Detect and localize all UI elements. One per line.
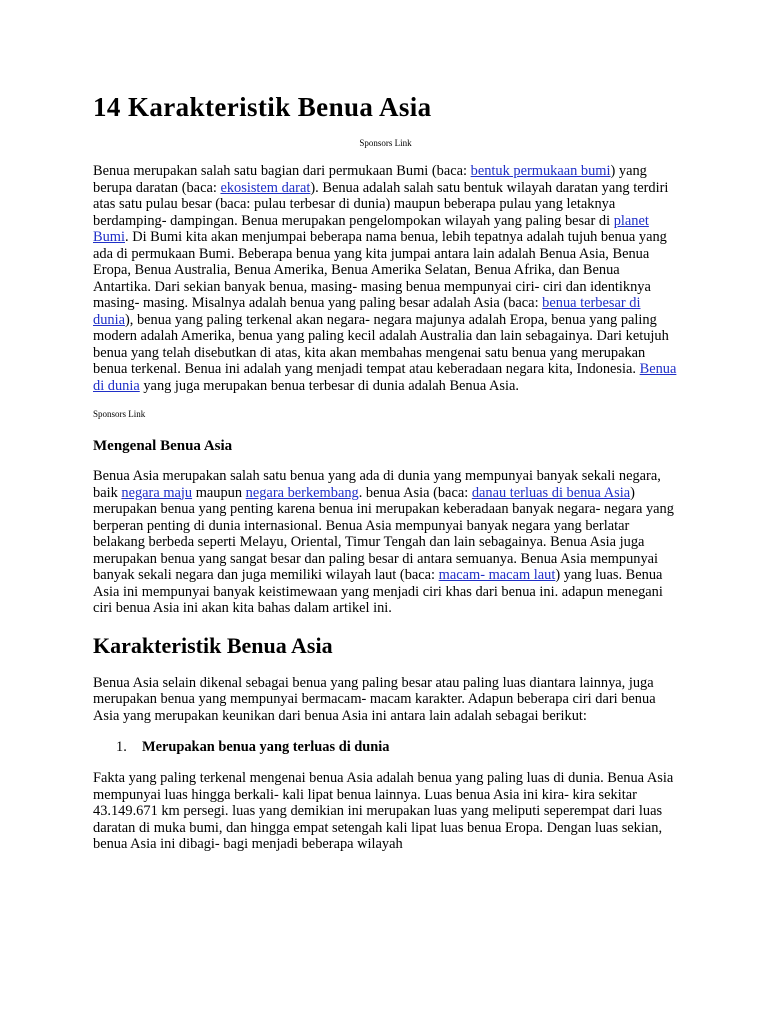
list-item [93,738,678,756]
link-ekosistem-darat[interactable]: ekosistem darat [220,179,311,196]
section-heading-mengenal: Mengenal Benua Asia [93,438,233,454]
link-negara-berkembang[interactable]: negara berkembang [245,484,359,501]
link-danau-terluas[interactable]: danau terluas di benua Asia [471,484,631,501]
list-item-text: Merupakan benua yang terluas di dunia [142,739,390,755]
list-item-number: 1. [116,739,127,755]
article-content [93,92,678,853]
section-heading-karakteristik: Karakteristik Benua Asia [93,632,333,658]
characteristics-list [93,738,678,756]
link-negara-maju[interactable]: negara maju [121,484,193,501]
link-benua-di-dunia[interactable]: Benua di dunia [93,361,677,394]
sponsors-link-top[interactable]: Sponsors Link [359,138,412,148]
link-macam-macam-laut[interactable]: macam- macam laut [438,567,556,583]
link-bentuk-permukaan-bumi[interactable]: bentuk permukaan bumi [470,163,611,179]
link-benua-terbesar-di-dunia[interactable]: benua terbesar di dunia [93,295,641,328]
fact-paragraph: Fakta yang paling terkenal mengenai benua Asia adalah benua yang paling luas di dunia. Benua Asia mempunyai luas hingga berkali- kali lipat benua lainnya. Luas benua Asia ini kira- kira sekitar 43.149.671 km persegi. luas yang demikian ini merupakan luas yang meliputi seperempat dari luas daratan di muka bumi, dan hingga empat setengah kali lipat luas benua Eropa. Dengan luas sekian, benua Asia ini dibagi- bagi menjadi beberapa wilayah [93,770,674,852]
section2-paragraph: Benua Asia selain dikenal sebagai benua yang paling besar atau paling luas diantara lainnya, juga merupakan benua yang mempunyai bermacam- macam karakter. Adapun beberapa ciri dari benua Asia yang merupakan keunikan dari benua Asia ini antara lain adalah sebagai berikut: [93,674,656,724]
sponsors-link-mid[interactable]: Sponsors Link [93,409,146,419]
intro-paragraph: Benua merupakan salah satu bagian dari permukaan Bumi (baca: bentuk permukaan bumi) yang berupa daratan (baca: ekosistem darat). Benua adalah salah satu bentuk wilayah daratan yang terdiri atas satu pulau besar (baca: pulau terbesar di dunia) maupun beberapa pulau yang letaknya berdamping- dampingan. Benua merupakan pengelompokan wilayah yang paling besar di planet Bumi. Di Bumi kita akan menjumpai beberapa nama benua, lebih tepatnya adalah tujuh benua yang ada di permukaan Bumi. Beberapa benua yang kita jumpai antara lain adalah Benua Asia, Benua Eropa, Benua Australia, Benua Amerika, Benua Amerika Selatan, Benua Afrika, dan Benua Antartika. Dari sekian banyak benua, masing- masing benua mempunyai ciri- ciri dan identiknya masing- masing. Misalnya adalah benua yang paling besar adalah Asia (baca: benua terbesar di dunia), benua yang paling terkenal akan negara- negara majunya adalah Eropa, benua yang paling modern adalah Amerika, benua yang paling kecil adalah Australia dan lain sebagainya. Dari ketujuh benua yang telah disebutkan di atas, kita akan membahas mengenai satu benua yang merupakan benua terkenal. Benua ini adalah yang menjadi tempat atau keberadaan negara kita, Indonesia. Benua di dunia yang juga merupakan benua terbesar di dunia adalah Benua Asia. [93,163,677,394]
link-planet-bumi[interactable]: planet Bumi [93,212,649,245]
section1-paragraph: Benua Asia merupakan salah satu benua yang ada di dunia yang mempunyai banyak sekali negara, baik negara maju maupun negara berkembang. benua Asia (baca: danau terluas di benua Asia) merupakan benua yang penting karena benua ini merupakan keberadaan banyak negara- negara yang berperan penting di dunia internasional. Benua Asia mempunyai banyak negara yang berlatar belakang berbeda seperti Melayu, Oriental, Timur Tengah dan lain sebagainya. Benua Asia juga merupakan benua yang sangat besar dan paling besar di antara semuanya. Benua Asia mempunyai banyak sekali negara dan juga memiliki wilayah laut (baca: macam- macam laut) yang luas. Benua Asia ini mempunyai banyak keistimewaan yang menjadi ciri khas dari benua ini. adapun menegani ciri benua Asia ini akan kita bahas dalam artikel ini. [93,468,674,616]
page-title: 14 Karakteristik Benua Asia [93,92,432,122]
